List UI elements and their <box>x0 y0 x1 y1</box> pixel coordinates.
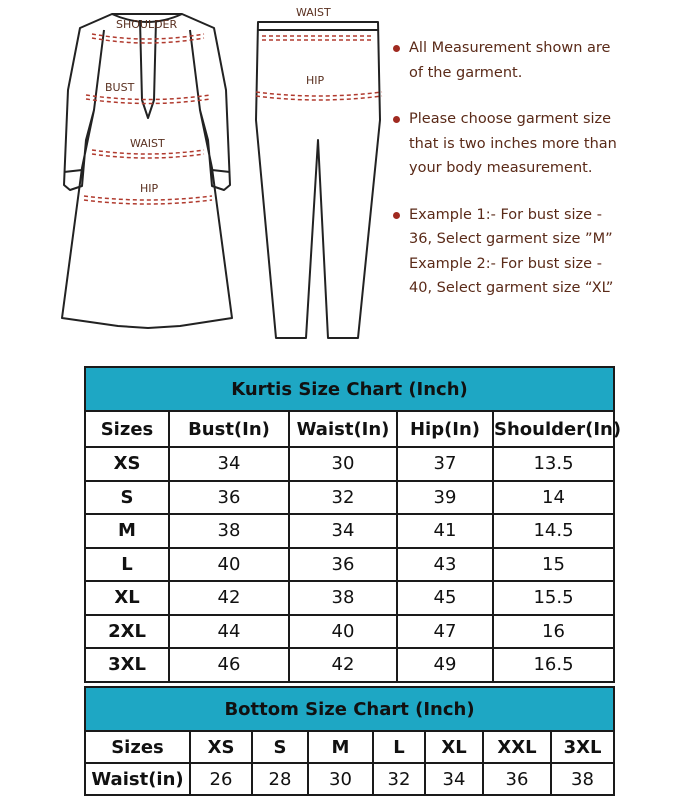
waist-cell: 38 <box>289 581 397 615</box>
bottom-hip-label: HIP <box>306 74 325 87</box>
size-cell: 3XL <box>85 648 169 682</box>
note-line: Example 1:- For bust size - <box>409 206 602 223</box>
shoulder-cell: 16 <box>493 615 614 649</box>
shoulder-label: SHOULDER <box>116 18 178 31</box>
bust-cell: 34 <box>169 447 289 481</box>
size-cell: S <box>85 481 169 515</box>
table-row <box>85 581 614 615</box>
bust-label: BUST <box>105 81 135 94</box>
waist-cell: 26 <box>190 763 252 795</box>
kurti-header-row <box>85 411 614 447</box>
note-line: of the garment. <box>409 64 523 81</box>
shoulder-cell: 14.5 <box>493 514 614 548</box>
bullet-icon <box>393 45 400 52</box>
waist-cell: 40 <box>289 615 397 649</box>
bullet-icon <box>393 212 400 219</box>
size-cell: 2XL <box>85 615 169 649</box>
size-header: L <box>373 731 425 763</box>
bottom-size-chart <box>84 686 615 796</box>
note-line: All Measurement shown are <box>409 40 611 56</box>
table-row <box>85 615 614 649</box>
kurti-size-chart <box>84 366 622 683</box>
size-cell: L <box>85 548 169 582</box>
hip-cell: 41 <box>397 514 493 548</box>
bottom-waist-label: WAIST <box>296 6 331 19</box>
column-header: Sizes <box>85 411 169 447</box>
note-item <box>392 36 628 85</box>
shoulder-cell: 13.5 <box>493 447 614 481</box>
bullet-icon <box>393 116 400 123</box>
size-cell: XS <box>85 447 169 481</box>
hip-cell: 37 <box>397 447 493 481</box>
bust-cell: 42 <box>169 581 289 615</box>
bottom-chart-title: Bottom Size Chart (Inch) <box>85 687 614 731</box>
waist-cell: 42 <box>289 648 397 682</box>
waist-cell: 28 <box>252 763 308 795</box>
shoulder-cell: 15.5 <box>493 581 614 615</box>
bust-cell: 38 <box>169 514 289 548</box>
hip-cell: 47 <box>397 615 493 649</box>
waist-cell: 30 <box>308 763 373 795</box>
shoulder-cell: 16.5 <box>493 648 614 682</box>
column-header: Sizes <box>85 731 190 763</box>
waist-cell: 32 <box>373 763 425 795</box>
size-header: XS <box>190 731 252 763</box>
column-header: Bust(In) <box>169 411 289 447</box>
size-header: S <box>252 731 308 763</box>
bust-cell: 36 <box>169 481 289 515</box>
waist-cell: 36 <box>289 548 397 582</box>
size-header: XXL <box>483 731 551 763</box>
hip-cell: 43 <box>397 548 493 582</box>
waist-cell: 38 <box>551 763 614 795</box>
table-row <box>85 481 614 515</box>
table-row <box>85 548 614 582</box>
bust-cell: 40 <box>169 548 289 582</box>
hip-cell: 49 <box>397 648 493 682</box>
kurti-chart-title: Kurtis Size Chart (Inch) <box>85 367 614 411</box>
kurti-waist-label: WAIST <box>130 137 165 150</box>
table-row <box>85 447 614 481</box>
note-line: that is two inches more than <box>409 135 617 152</box>
size-header: M <box>308 731 373 763</box>
kurti-drawing <box>62 14 232 328</box>
table-row <box>85 648 614 682</box>
bust-cell: 44 <box>169 615 289 649</box>
waist-cell: 36 <box>483 763 551 795</box>
note-line: 36, Select garment size ”M” <box>409 231 613 247</box>
note-line: your body measurement. <box>409 160 593 176</box>
table-row <box>85 514 614 548</box>
bust-cell: 46 <box>169 648 289 682</box>
column-header: Shoulder(In) <box>493 411 614 447</box>
note-item <box>392 203 628 301</box>
column-header: Waist(In) <box>289 411 397 447</box>
bottom-measure-lines <box>256 36 382 100</box>
size-cell: M <box>85 514 169 548</box>
waist-cell: 34 <box>425 763 483 795</box>
size-cell: XL <box>85 581 169 615</box>
bottom-drawing <box>256 22 380 338</box>
bottom-header-row <box>85 731 614 763</box>
waist-cell: 34 <box>289 514 397 548</box>
note-item <box>392 107 628 181</box>
shoulder-cell: 14 <box>493 481 614 515</box>
table-row <box>85 763 614 795</box>
hip-cell: 45 <box>397 581 493 615</box>
hip-cell: 39 <box>397 481 493 515</box>
waist-cell: 32 <box>289 481 397 515</box>
shoulder-cell: 15 <box>493 548 614 582</box>
waist-cell: 30 <box>289 447 397 481</box>
note-line: Please choose garment size <box>409 111 612 127</box>
note-line: Example 2:- For bust size - <box>409 255 602 272</box>
kurti-hip-label: HIP <box>140 182 159 195</box>
measurement-notes <box>392 36 628 323</box>
size-header: 3XL <box>551 731 614 763</box>
waist-row-label: Waist(in) <box>85 763 190 795</box>
note-line: 40, Select garment size “XL” <box>409 280 614 296</box>
size-header: XL <box>425 731 483 763</box>
column-header: Hip(In) <box>397 411 493 447</box>
